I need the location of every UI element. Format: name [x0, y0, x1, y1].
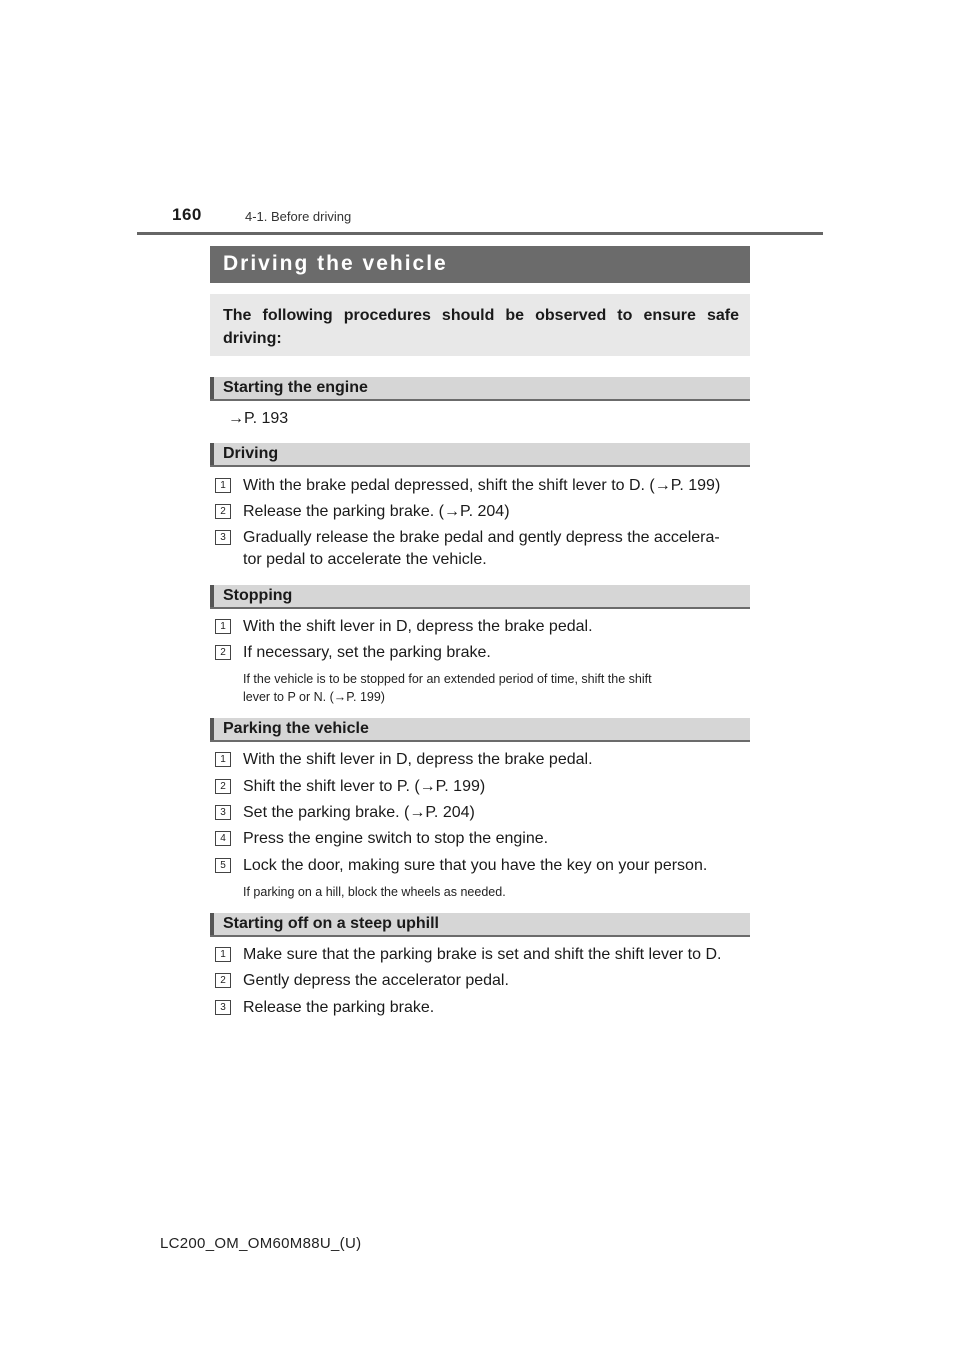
step-text: With the shift lever in D, depress the brake pedal.: [243, 751, 593, 768]
heading-starting-engine: [210, 377, 750, 401]
page-number: 160: [172, 205, 202, 224]
step-text-continued: tor pedal to accelerate the vehicle.: [243, 551, 487, 568]
heading-steep-uphill-label: Starting off on a steep uphill: [223, 915, 439, 932]
note-text: If the vehicle is to be stopped for an extended period of time, shift the shift: [243, 672, 652, 686]
step-text: If necessary, set the parking brake.: [243, 644, 491, 661]
step-text: With the brake pedal depressed, shift the shift lever to D. (→P. 199): [243, 477, 721, 494]
step-number: 1: [215, 752, 231, 767]
step-text: Release the parking brake. (→P. 204): [243, 503, 510, 520]
step-number: 2: [215, 779, 231, 794]
step-text: Gently depress the accelerator pedal.: [243, 972, 509, 989]
section-label: 4-1. Before driving: [245, 209, 352, 224]
heading-parking: [210, 718, 750, 742]
step-number: 3: [215, 805, 231, 820]
note-text: If parking on a hill, block the wheels as needed.: [243, 885, 506, 899]
step-text: Set the parking brake. (→P. 204): [243, 804, 475, 821]
step-number: 3: [215, 530, 231, 545]
step-number: 1: [215, 478, 231, 493]
step-number: 3: [215, 1000, 231, 1015]
page-title: Driving the vehicle: [223, 252, 448, 275]
step-text: Shift the shift lever to P. (→P. 199): [243, 778, 486, 795]
intro-text: The following procedures should be observed to ensure safe driving:: [223, 307, 739, 347]
step-number: 5: [215, 858, 231, 873]
step-number: 2: [215, 973, 231, 988]
heading-parking-label: Parking the vehicle: [223, 720, 369, 737]
step-number: 1: [215, 619, 231, 634]
step-text: Gradually release the brake pedal and gently depress the accelera-: [243, 529, 720, 546]
heading-starting-engine-label: Starting the engine: [223, 379, 368, 396]
step-number: 2: [215, 645, 231, 660]
heading-stopping-label: Stopping: [223, 587, 293, 604]
step-text: Release the parking brake.: [243, 999, 435, 1016]
heading-stopping: [210, 585, 750, 609]
page-reference: →P. 193: [228, 410, 289, 427]
heading-steep-uphill: [210, 913, 750, 937]
step-number: 4: [215, 831, 231, 846]
note-text-continued: lever to P or N. (→P. 199): [243, 690, 385, 704]
intro-box: [210, 294, 750, 356]
page-title-bar: [210, 246, 750, 283]
step-text: With the shift lever in D, depress the brake pedal.: [243, 618, 593, 635]
step-number: 1: [215, 947, 231, 962]
heading-driving-label: Driving: [223, 445, 279, 462]
step-text: Lock the door, making sure that you have the key on your person.: [243, 857, 708, 874]
document-code: LC200_OM_OM60M88U_(U): [160, 1235, 362, 1252]
header-rule: [137, 232, 823, 235]
step-text: Make sure that the parking brake is set and shift the shift lever to D.: [243, 946, 722, 963]
step-number: 2: [215, 504, 231, 519]
heading-driving: [210, 443, 750, 467]
step-text: Press the engine switch to stop the engine.: [243, 830, 549, 847]
